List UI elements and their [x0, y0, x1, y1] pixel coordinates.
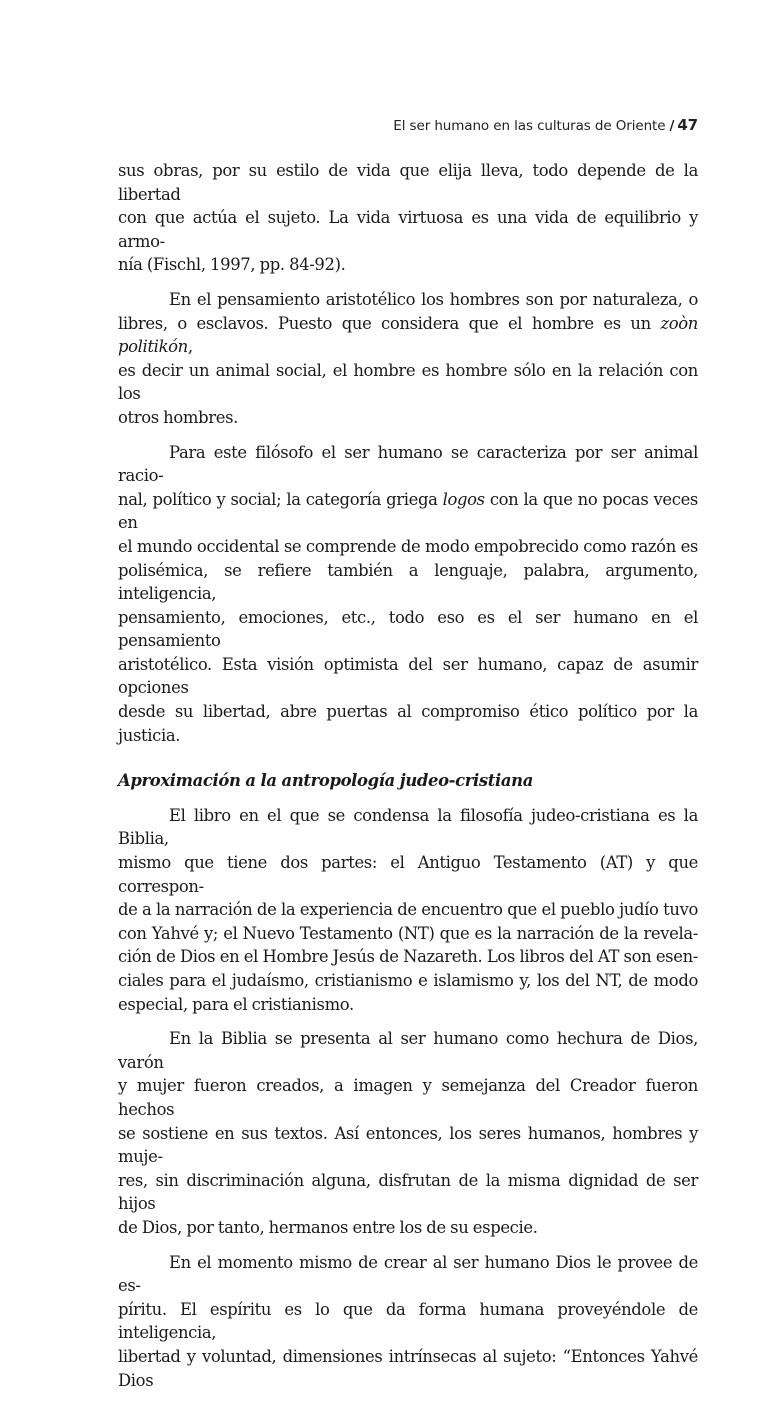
text-line: El libro en el que se condensa la filosofía judeo-cristiana es la Biblia,	[118, 805, 698, 849]
text-segment: libres, o esclavos. Puesto que considera que el hombre es un	[118, 313, 661, 333]
text-line: libertad y voluntad, dimensiones intrínsecas al sujeto: “Entonces Yahvé Dios	[118, 1346, 698, 1390]
running-head-title: El ser humano en las culturas de Oriente	[393, 118, 666, 134]
running-head-separator: /	[669, 118, 675, 134]
text-line: especial, para el cristianismo.	[118, 994, 354, 1014]
text-line: mismo que tiene dos partes: el Antiguo Testamento (AT) y que correspon-	[118, 853, 698, 896]
text-line: En la Biblia se presenta al ser humano como hechura de Dios, varón	[118, 1029, 698, 1072]
italic-term: logos	[442, 489, 485, 509]
text-line: sus obras, por su estilo de vida que elija lleva, todo depende de la libertad	[118, 161, 698, 204]
text-line: y mujer fueron creados, a imagen y semejanza del Creador fueron hechos	[118, 1076, 698, 1119]
text-line: el mundo occidental se comprende de modo empobrecido como razón es	[118, 536, 698, 556]
paragraph	[118, 804, 698, 1016]
paragraph	[118, 159, 698, 277]
text-line: desde su libertad, abre puertas al compromiso ético político por la justicia.	[118, 702, 698, 745]
text-line: otros hombres.	[118, 407, 238, 427]
text-line: pensamiento, emociones, etc., todo eso es el ser humano en el pensamiento	[118, 607, 698, 651]
text-segment: nal, político y social; la categoría griega	[118, 489, 443, 509]
paragraph	[118, 1251, 698, 1393]
text-line: nía (Fischl, 1997, pp. 84-92).	[118, 255, 346, 275]
text-line: ciales para el judaísmo, cristianismo e islamismo y, los del NT, de modo	[118, 971, 698, 990]
text-line	[118, 312, 698, 359]
text-line: con que actúa el sujeto. La vida virtuosa es una vida de equilibrio y armo-	[118, 208, 698, 251]
running-head	[393, 116, 698, 134]
text-line: aristotélico. Esta visión optimista del ser humano, capaz de asumir opciones	[118, 654, 698, 698]
italic-term: zoòn politikón	[118, 313, 698, 357]
text-line: con Yahvé y; el Nuevo Testamento (NT) que es la narración de la revela-	[118, 923, 698, 943]
paragraph	[118, 288, 698, 430]
text-line: píritu. El espíritu es lo que da forma humana proveyéndole de inteligencia,	[118, 1299, 698, 1343]
body-text	[118, 159, 698, 1403]
text-line: ción de Dios en el Hombre Jesús de Nazareth. Los libros del AT son esen-	[118, 947, 698, 967]
text-line: res, sin discriminación alguna, disfrutan de la misma dignidad de ser hijos	[118, 1170, 698, 1214]
text-line: polisémica, se refiere también a lenguaje, palabra, argumento, inteligencia,	[118, 560, 698, 604]
text-line: En el pensamiento aristotélico los hombres son por naturaleza, o	[169, 289, 698, 309]
page-number: 47	[677, 116, 698, 134]
text-segment: ,	[187, 337, 193, 357]
paragraph	[118, 1027, 698, 1239]
text-line	[118, 488, 698, 535]
paragraph	[118, 441, 698, 748]
text-line: de a la narración de la experiencia de encuentro que el pueblo judío tuvo	[118, 900, 698, 920]
text-line: de Dios, por tanto, hermanos entre los de su especie.	[118, 1217, 538, 1237]
section-heading: Aproximación a la antropología judeo-cristiana	[118, 771, 533, 791]
text-line: es decir un animal social, el hombre es hombre sólo en la relación con los	[118, 360, 698, 404]
text-line: En el momento mismo de crear al ser humano Dios le provee de es-	[118, 1252, 698, 1296]
text-line: Para este filósofo el ser humano se caracteriza por ser animal racio-	[118, 442, 698, 486]
text-line: se sostiene en sus textos. Así entonces, los seres humanos, hombres y muje-	[118, 1123, 698, 1167]
text-segment: con la que no pocas veces en	[118, 489, 698, 533]
